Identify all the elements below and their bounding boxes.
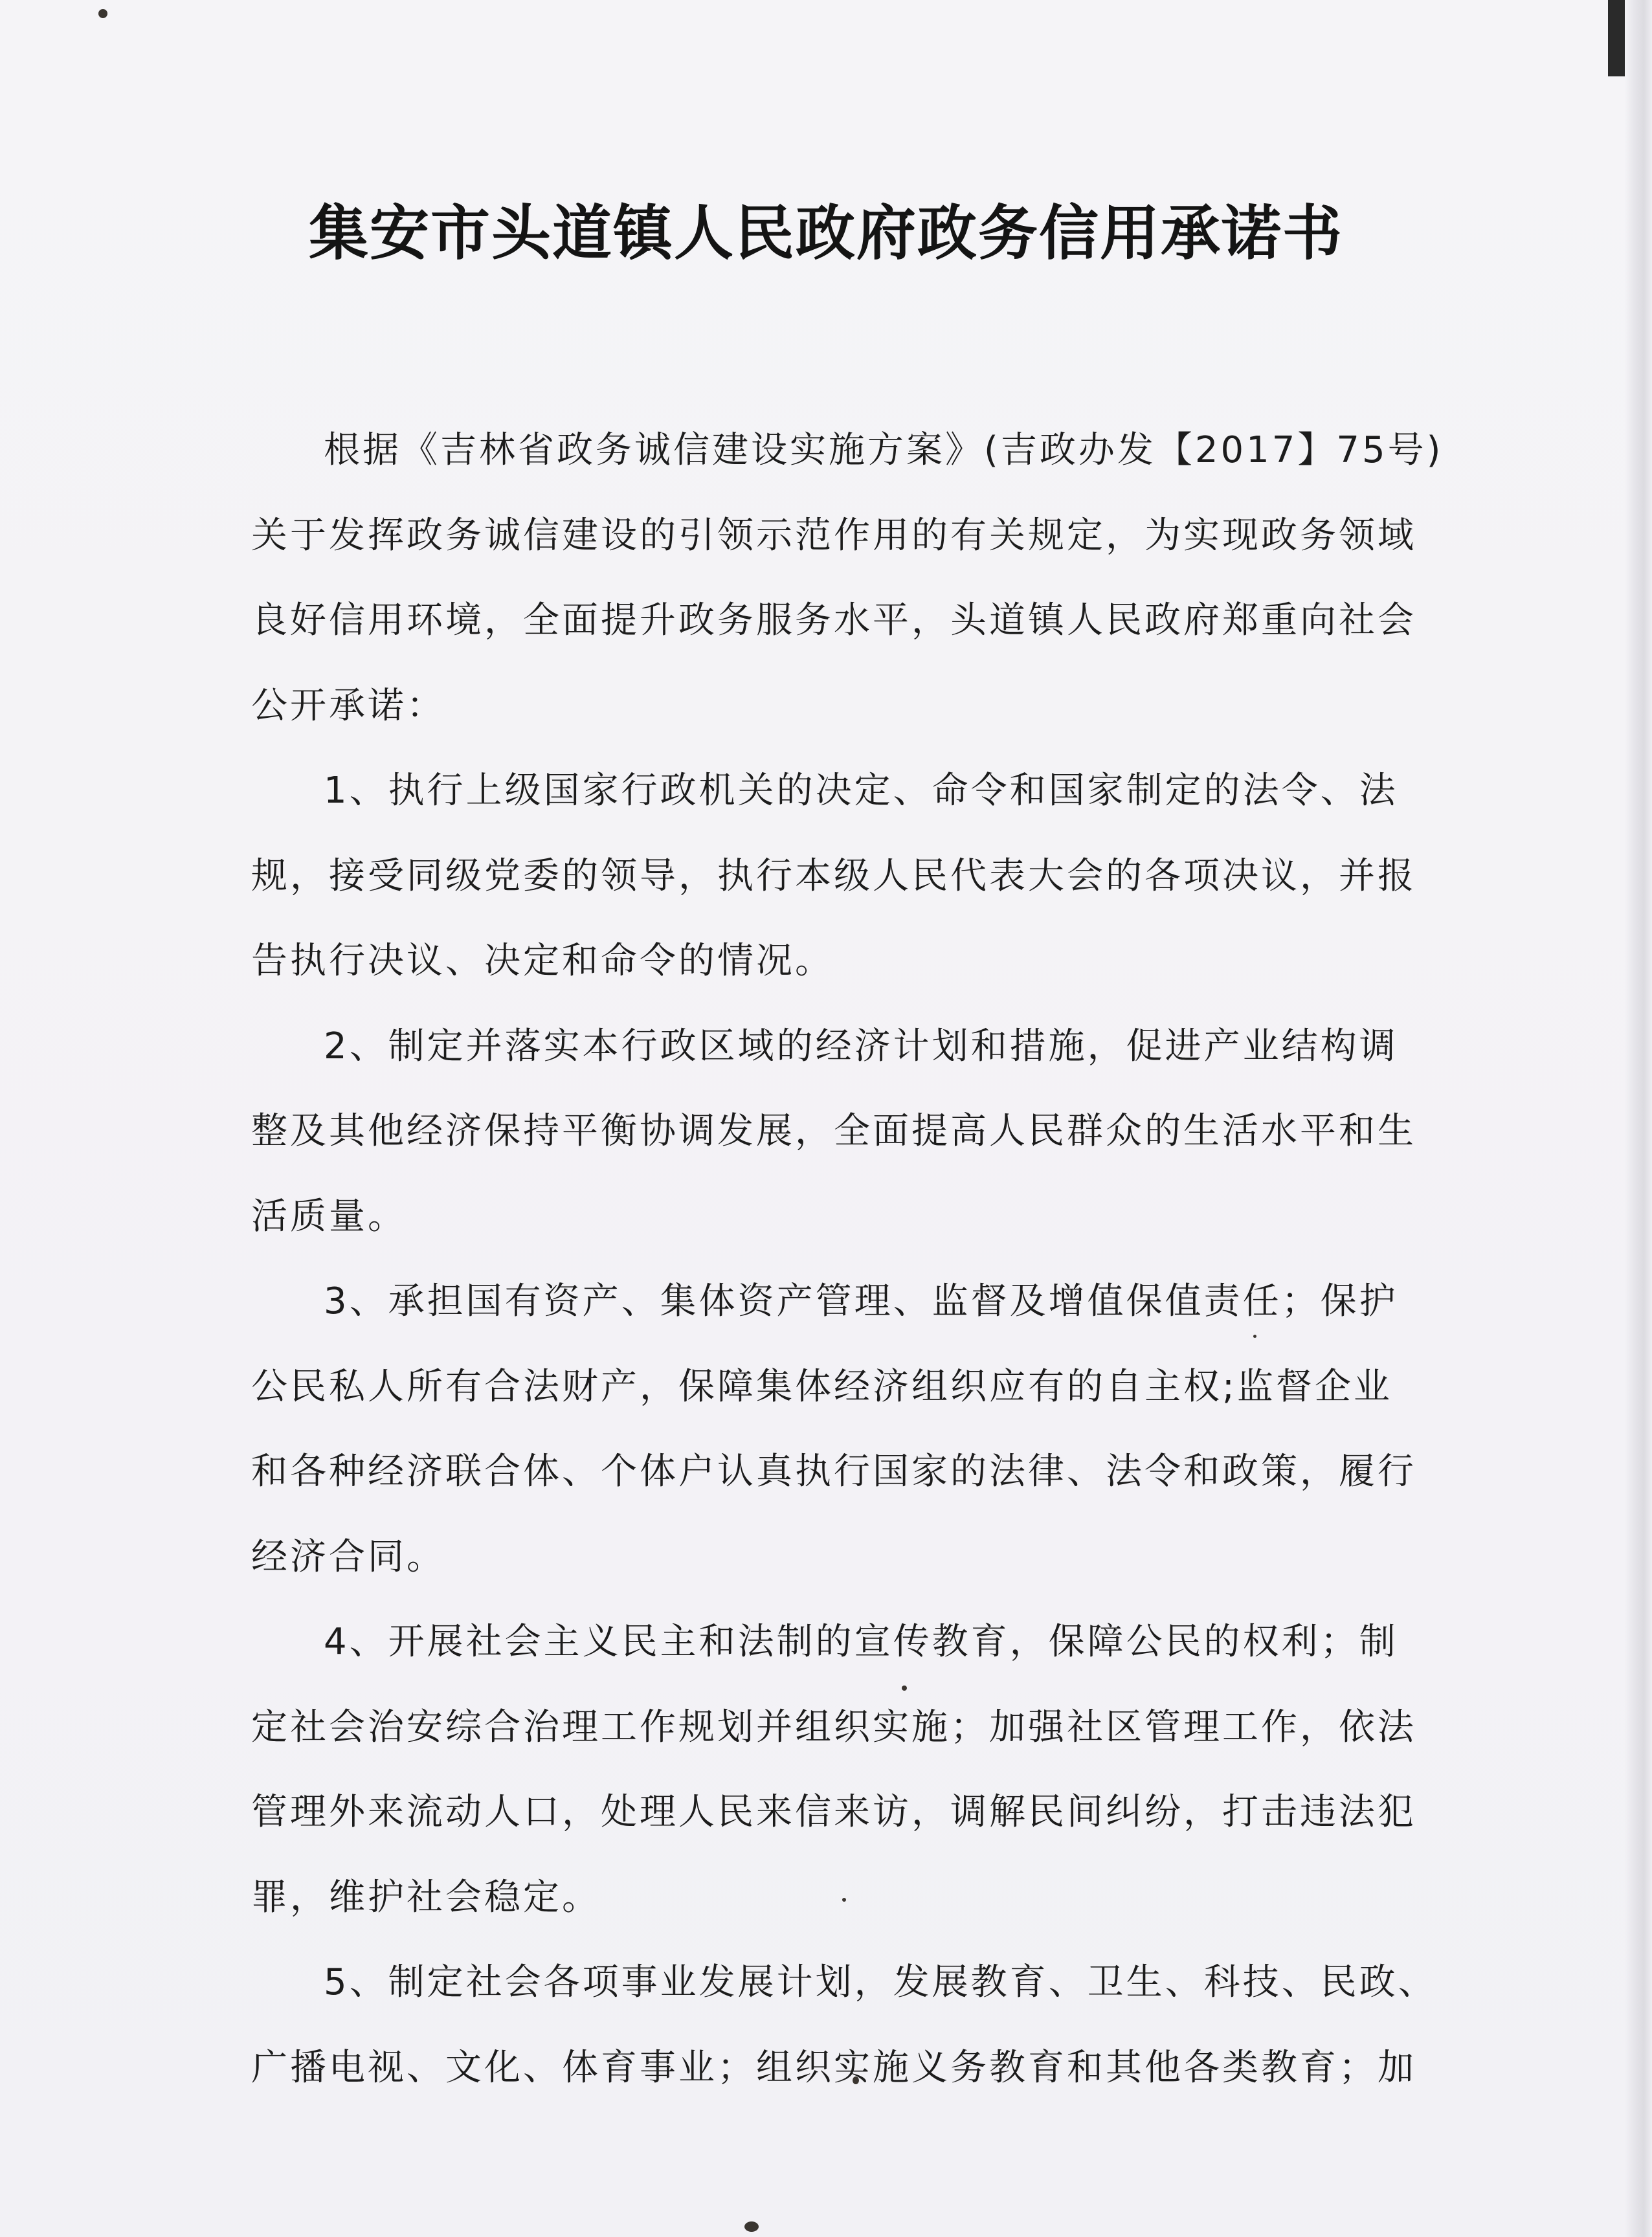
scan-speck	[98, 9, 107, 18]
document-title: 集安市头道镇人民政府政务信用承诺书	[308, 198, 1343, 268]
text-line: 罪，维护社会稳定。	[251, 1876, 601, 1919]
paragraph-item-3	[251, 1259, 1416, 1599]
text-line: 4、开展社会主义民主和法制的宣传教育，保障公民的权利；制	[324, 1621, 1398, 1663]
text-line: 广播电视、文化、体育事业；组织实施义务教育和其他各类教育；加	[251, 2046, 1416, 2089]
text-line: 根据《吉林省政务诚信建设实施方案》(吉政办发【2017】75号)	[324, 429, 1444, 471]
text-line: 3、承担国有资产、集体资产管理、监督及增值保值责任；保护	[324, 1280, 1398, 1322]
paragraph-intro	[251, 408, 1444, 748]
text-line: 经济合同。	[251, 1535, 445, 1578]
text-line: 告执行决议、决定和命令的情况。	[251, 940, 834, 982]
paragraph-item-5	[251, 1940, 1437, 2110]
text-line: 5、制定社会各项事业发展计划，发展教育、卫生、科技、民政、	[324, 1961, 1437, 2003]
scan-speck	[744, 2221, 759, 2232]
page-edge-shadow	[1625, 0, 1652, 2237]
paragraph-item-4	[251, 1599, 1416, 1940]
document-body	[251, 408, 1444, 2110]
paragraph-item-1	[251, 748, 1416, 1004]
text-line: 管理外来流动人口，处理人民来信来访，调解民间纠纷，打击违法犯	[251, 1791, 1416, 1833]
text-line: 关于发挥政务诚信建设的引领示范作用的有关规定，为实现政务领域	[251, 514, 1416, 557]
text-line: 良好信用环境，全面提升政务服务水平，头道镇人民政府郑重向社会	[251, 599, 1416, 641]
text-line: 活质量。	[251, 1195, 407, 1238]
text-line: 和各种经济联合体、个体户认真执行国家的法律、法令和政策，履行	[251, 1451, 1416, 1493]
text-line: 整及其他经济保持平衡协调发展，全面提高人民群众的生活水平和生	[251, 1110, 1416, 1152]
text-line: 2、制定并落实本行政区域的经济计划和措施，促进产业结构调	[324, 1025, 1398, 1067]
text-line: 1、执行上级国家行政机关的决定、命令和国家制定的法令、法	[324, 770, 1398, 812]
text-line: 公民私人所有合法财产，保障集体经济组织应有的自主权;监督企业	[251, 1365, 1392, 1408]
text-line: 公开承诺：	[251, 684, 445, 727]
scan-edge-mark	[1608, 0, 1625, 76]
text-line: 定社会治安综合治理工作规划并组织实施；加强社区管理工作，依法	[251, 1706, 1416, 1748]
paragraph-item-2	[251, 1004, 1416, 1260]
text-line: 规，接受同级党委的领导，执行本级人民代表大会的各项决议，并报	[251, 854, 1416, 897]
